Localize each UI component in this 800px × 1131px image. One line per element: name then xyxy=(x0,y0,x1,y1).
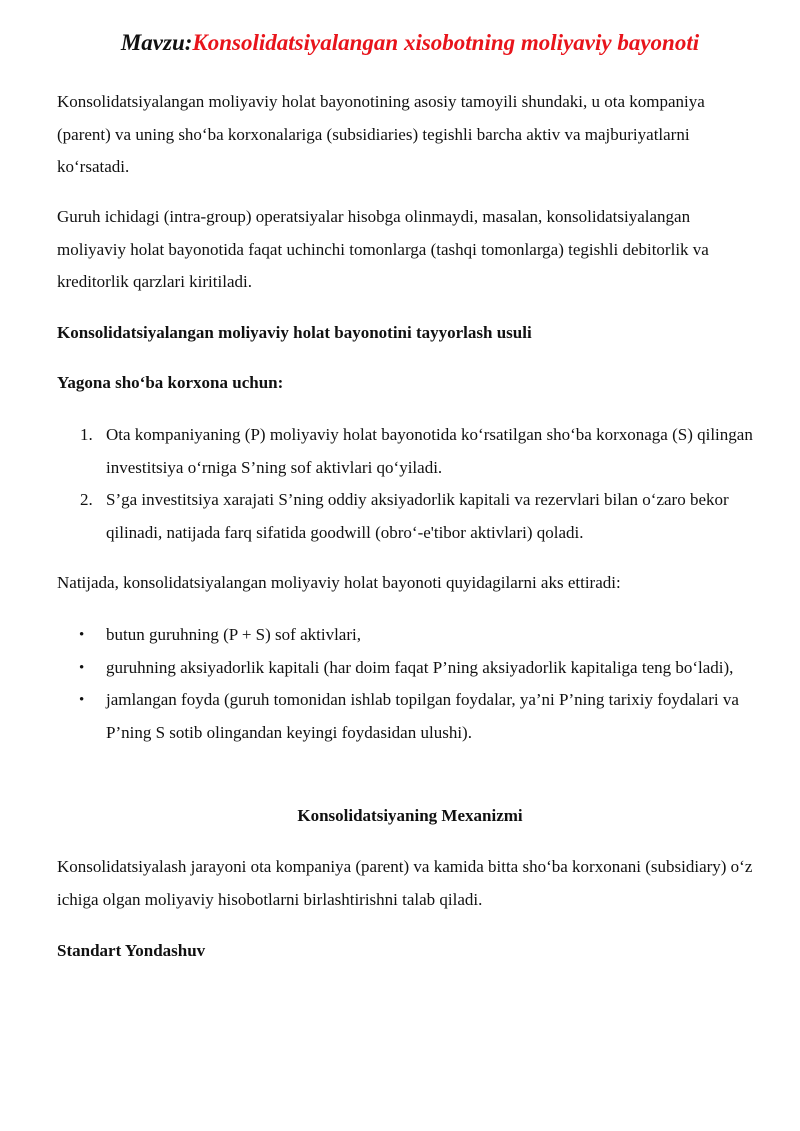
list-item xyxy=(57,652,762,685)
list-item xyxy=(57,619,762,652)
list-number: 1. xyxy=(80,425,93,444)
bullet-icon: • xyxy=(79,692,85,708)
list-item-text: butun guruhning (P + S) sof aktivlari, xyxy=(106,625,361,644)
steps-list xyxy=(57,419,762,549)
list-item xyxy=(57,484,762,549)
method-heading: Konsolidatsiyalangan moliyaviy holat bayonotini tayyorlash usuli xyxy=(57,323,532,342)
single-subsidiary-heading: Yagona sho‘ba korxona uchun: xyxy=(57,373,284,392)
intro-paragraph: Konsolidatsiyalangan moliyaviy holat bayonotining asosiy tamoyili shundaki, u ota kompaniya (parent) va uning sho‘ba korxonalariga (subsidiaries) tegishli barcha aktiv va majburiyatlarni ko‘rsatadi. xyxy=(57,92,705,176)
result-paragraph: Natijada, konsolidatsiyalangan moliyaviy holat bayonoti quyidagilarni aks ettiradi: xyxy=(57,573,621,592)
bullet-icon: • xyxy=(79,627,85,643)
list-number: 2. xyxy=(80,490,93,509)
list-item xyxy=(57,419,762,484)
title-prefix: Mavzu: xyxy=(120,30,193,55)
mechanism-heading: Konsolidatsiyaning Mexanizmi xyxy=(297,806,523,825)
mechanism-paragraph: Konsolidatsiyalash jarayoni ota kompaniya (parent) va kamida bitta sho‘ba korxonani (subsidiary) o‘z ichiga olgan moliyaviy hisobotlarni birlashtirishni talab qiladi. xyxy=(57,857,753,909)
bullet-icon: • xyxy=(79,659,85,676)
list-item xyxy=(57,684,762,749)
standard-heading: Standart Yondashuv xyxy=(57,941,206,960)
title-topic: Konsolidatsiyalangan xisobotning moliyaviy bayonoti xyxy=(192,30,700,55)
list-item-text: guruhning aksiyadorlik kapitali (har doim faqat P’ning aksiyadorlik kapitaliga teng bo‘ladi), xyxy=(106,657,734,677)
bullet-list xyxy=(57,619,762,749)
intragroup-paragraph: Guruh ichidagi (intra-group) operatsiyalar hisobga olinmaydi, masalan, konsolidatsiyalangan moliyaviy holat bayonotida faqat uchinchi tomonlarga (tashqi tomonlarga) tegishli debitorlik va kreditorlik qarzlari kiritiladi. xyxy=(57,207,709,291)
document-title xyxy=(0,26,800,60)
list-item-text: jamlangan foyda (guruh tomonidan ishlab topilgan foydalar, ya’ni P’ning tarixiy foydalari va P’ning S sotib olingandan keyingi foydasidan ulushi). xyxy=(106,690,739,742)
list-item-text: S’ga investitsiya xarajati S’ning oddiy aksiyadorlik kapitali va rezervlari bilan o‘zaro bekor qilinadi, natijada farq sifatida goodwill (obro‘-e'tibor aktivlari) qoladi. xyxy=(106,490,729,542)
list-item-text: Ota kompaniyaning (P) moliyaviy holat bayonotida ko‘rsatilgan sho‘ba korxonaga (S) qilingan investitsiya o‘rniga S’ning sof aktivlari qo‘yiladi. xyxy=(106,425,753,477)
